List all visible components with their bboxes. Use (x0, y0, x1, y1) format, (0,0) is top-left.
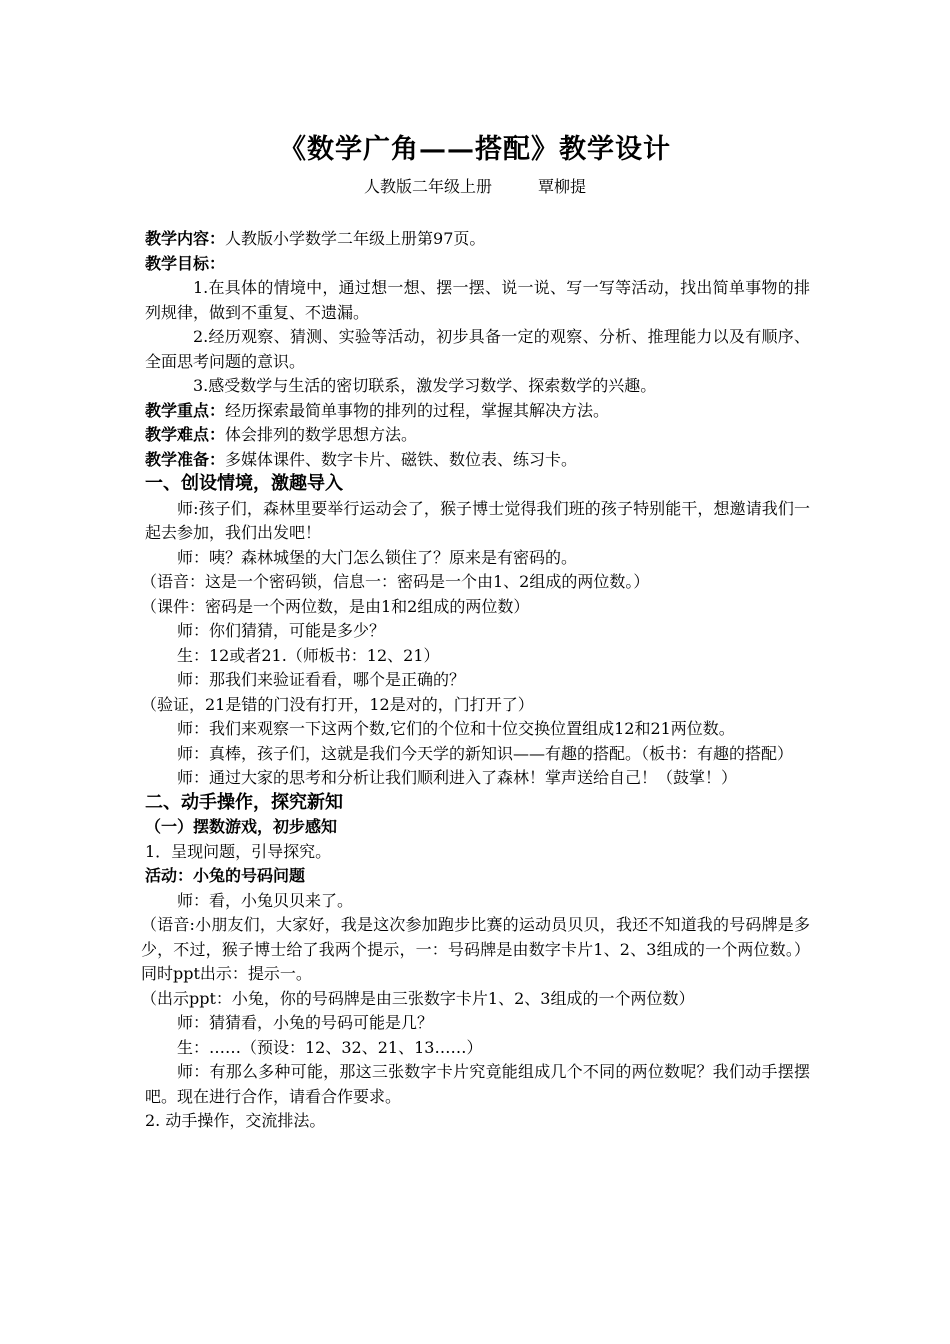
teaching-difficulty (145, 423, 810, 448)
teaching-key-point (145, 399, 810, 424)
difficulty-text: 体会排列的数学思想方法。 (225, 425, 418, 444)
teaching-content-label: 教学内容： (145, 229, 226, 248)
teaching-goals-label: 教学目标： (145, 253, 226, 273)
preparation-text: 多媒体课件、数字卡片、磁铁、数位表、练习卡。 (225, 449, 578, 469)
goal-2: 2.经历观察、猜测、实验等活动，初步具备一定的观察、分析、推理能力以及有顺序、全面思考问题的意识。 (145, 327, 810, 371)
teaching-content-text: 人教版小学数学二年级上册第97页。 (225, 229, 486, 248)
section-1-line: 师:孩子们，森林里要举行运动会了，猴子博士觉得我们班的孩子特别能干，想邀请我们一起去参加，我们出发吧！ (145, 498, 810, 542)
section-2-heading: 二、动手操作，探究新知 (145, 791, 343, 813)
section-2-line: 师：猜猜看，小兔的号码可能是几？ (177, 1013, 434, 1032)
difficulty-label: 教学难点： (145, 425, 226, 444)
preparation-label: 教学准备： (145, 449, 226, 469)
section-2-subheading: （一）摆数游戏，初步感知 (145, 817, 338, 836)
section-2-line: （语音:小朋友们，大家好，我是这次参加跑步比赛的运动员贝贝，我还不知道我的号码牌是多少，不过，猴子博士给了我两个提示，一：号码牌是由数字卡片1、2、3组成的一个两位数。）同时ppt出示：提示一。 (141, 915, 810, 983)
section-1-line: （语音：这是一个密码锁，信息一：密码是一个由1、2组成的两位数。） (141, 572, 650, 591)
section-1-line: 师：通过大家的思考和分析让我们顺利进入了森林！掌声送给自己！（鼓掌！） (177, 768, 738, 787)
section-2-line: （出示ppt：小兔，你的号码牌是由三张数字卡片1、2、3组成的一个两位数） (141, 988, 695, 1008)
author-name: 覃柳提 (538, 177, 587, 196)
section-1-line: 师：我们来观察一下这两个数,它们的个位和十位交换位置组成12和21两位数。 (177, 719, 735, 738)
activity-title: 活动：小兔的号码问题 (145, 866, 306, 885)
goal-3: 3.感受数学与生活的密切联系，激发学习数学、探索数学的兴趣。 (193, 376, 657, 395)
goal-1: 1.在具体的情境中，通过想一想、摆一摆、说一说、写一写等活动，找出简单事物的排列规律，做到不重复、不遗漏。 (145, 278, 810, 322)
section-2-line: 生：……（预设：12、32、21、13……） (177, 1037, 483, 1057)
key-point-label: 教学重点： (145, 400, 226, 420)
section-1-line: 生：12或者21.（师板书：12、21） (177, 645, 440, 665)
section-1-line: 师：咦？森林城堡的大门怎么锁住了？原来是有密码的。 (177, 547, 578, 567)
section-1-line: 师：你们猜猜，可能是多少？ (177, 621, 386, 640)
section-1-heading: 一、创设情境，激趣导入 (145, 473, 343, 494)
teaching-preparation (145, 448, 810, 473)
edition-label: 人教版二年级上册 (363, 177, 492, 196)
section-2-line: 师：有那么多种可能，那这三张数字卡片究竟能组成几个不同的两位数呢？我们动手摆摆吧。现在进行合作，请看合作要求。 (145, 1062, 810, 1106)
document-body (141, 227, 810, 1134)
section-2-step-1: 1．呈现问题，引导探究。 (145, 841, 332, 861)
section-2-step-2: 2. 动手操作，交流排法。 (145, 1111, 326, 1130)
section-1-line: （验证，21是错的门没有打开，12是对的，门打开了） (141, 694, 534, 714)
section-2-line: 师：看，小兔贝贝来了。 (177, 890, 354, 910)
page-title: 《数学广角——搭配》教学设计 (279, 134, 671, 165)
section-1-line: 师：真棒，孩子们，这就是我们今天学的新知识——有趣的搭配。（板书：有趣的搭配） (177, 743, 794, 763)
teaching-content (145, 227, 810, 252)
subtitle (0, 177, 950, 197)
section-1-line: 师：那我们来验证看看，哪个是正确的？ (177, 670, 466, 689)
key-point-text: 经历探索最简单事物的排列的过程，掌握其解决方法。 (225, 400, 610, 420)
section-1-line: （课件：密码是一个两位数，是由1和2组成的两位数） (141, 596, 530, 616)
